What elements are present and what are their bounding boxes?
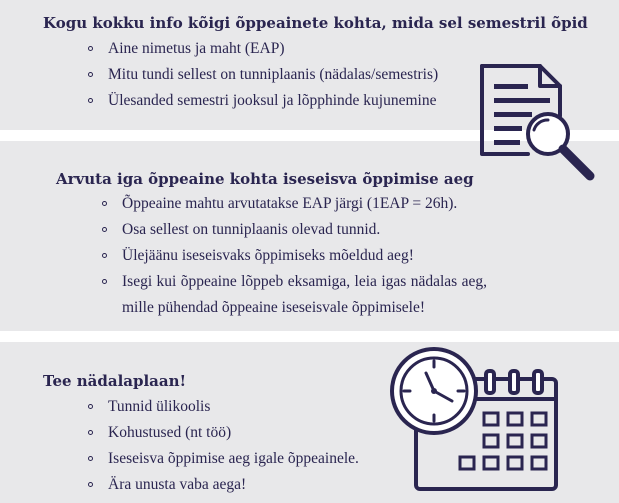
bullet-icon — [88, 98, 93, 103]
list-item: Tunnid ülikoolis — [86, 394, 359, 420]
list-item: Ülesanded semestri jooksul ja lõpphinde kujunemine — [86, 88, 438, 114]
document-magnifier-icon — [478, 58, 598, 183]
section-3-heading: Tee nädalaplaan! — [43, 372, 187, 390]
list-item: Mitu tundi sellest on tunniplaanis (nädalas/semestris) — [86, 62, 438, 88]
list-item: Isegi kui õppeaine lõppeb eksamiga, leia igas nädalas aeg, mille pühendad õppeaine iseseisvale õppimisele! — [100, 269, 487, 321]
bullet-icon — [88, 482, 93, 487]
clock-calendar-icon — [388, 343, 568, 493]
list-item: Ülejäänu iseseisvaks õppimiseks mõeldud aeg! — [100, 243, 487, 269]
list-item: Osa sellest on tunniplaanis olevad tunnid. — [100, 217, 487, 243]
bullet-icon — [102, 227, 107, 232]
section-2-list — [100, 191, 487, 321]
section-3-list — [86, 394, 359, 498]
section-2-heading: Arvuta iga õppeaine kohta iseseisva õppimise aeg — [56, 170, 474, 188]
bullet-icon — [88, 404, 93, 409]
bullet-icon — [88, 72, 93, 77]
list-item: Ära unusta vaba aega! — [86, 472, 359, 498]
list-item: Iseseisva õppimise aeg igale õppeainele. — [86, 446, 359, 472]
list-item: Aine nimetus ja maht (EAP) — [86, 36, 438, 62]
bullet-icon — [88, 456, 93, 461]
bullet-icon — [102, 253, 107, 258]
bullet-icon — [102, 279, 107, 284]
list-item: Kohustused (nt töö) — [86, 420, 359, 446]
bullet-icon — [88, 46, 93, 51]
section-1-heading: Kogu kokku info kõigi õppeainete kohta, mida sel semestril õpid — [43, 14, 588, 32]
bullet-icon — [102, 201, 107, 206]
bullet-icon — [88, 430, 93, 435]
list-item: Õppeaine mahtu arvutatakse EAP järgi (1EAP = 26h). — [100, 191, 487, 217]
section-1-list — [86, 36, 438, 114]
